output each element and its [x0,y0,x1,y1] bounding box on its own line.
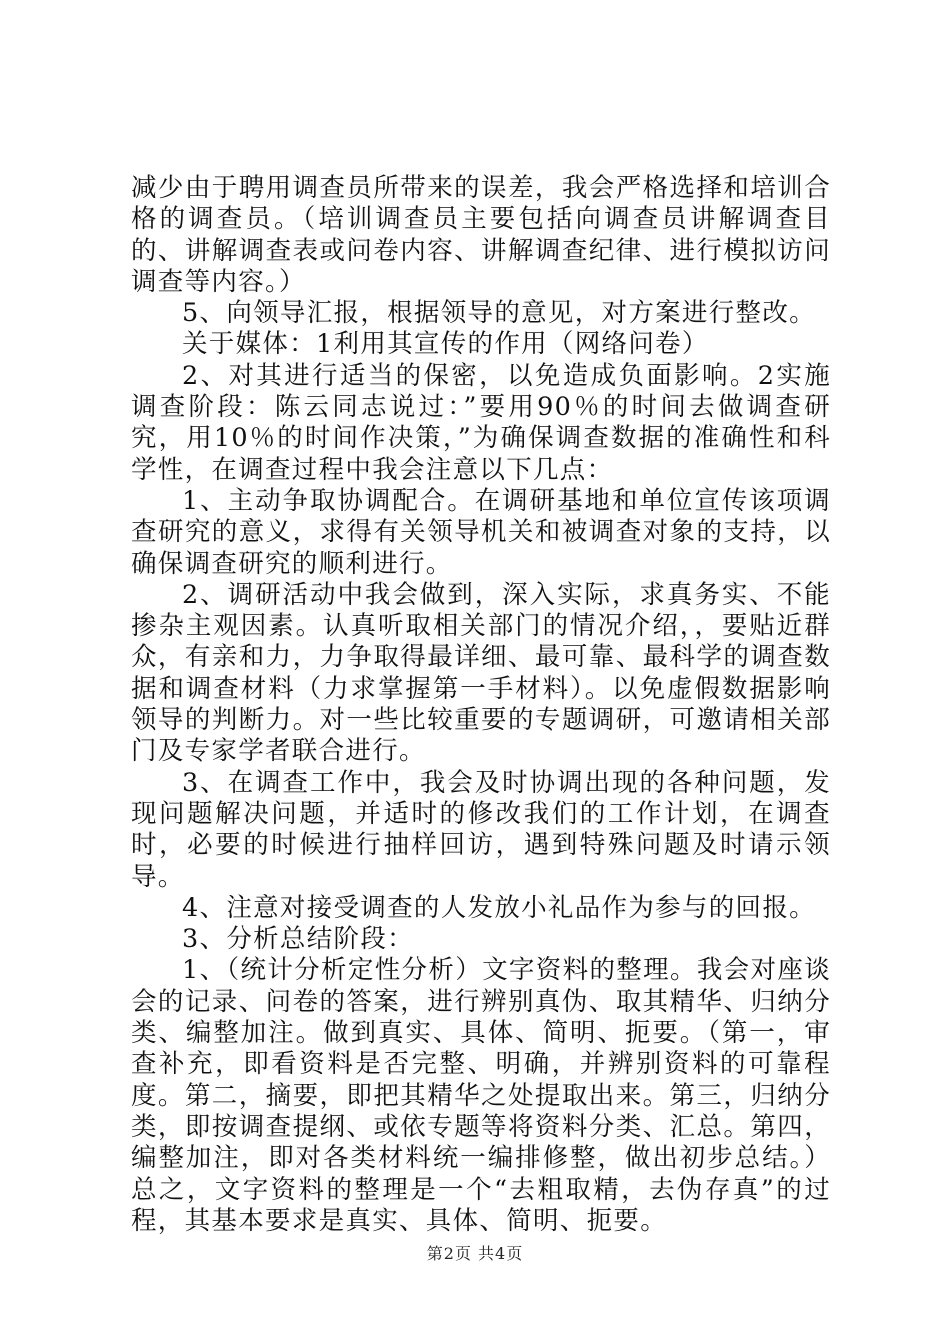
paragraph-3: 关于媒体：1利用其宣传的作用（网络问卷） [182,329,709,360]
paragraph-6: 2、调研活动中我会做到，深入实际，求真务实、不能掺杂主观因素。认真听取相关部门的情况介绍，，要贴近群众，有亲和力，力争取得最详细、最可靠、最科学的调查数据和调查材料（力求掌握第一手材料）。以免虚假数据影响领导的判断力。对一些比较重要的专题调研，可邀请相关部门及专家学者联合进行。 [131,579,831,767]
paragraph-9: 3、分析总结阶段： [182,924,414,955]
paragraph-7: 3、在调查工作中，我会及时协调出现的各种问题，发现问题解决问题，并适时的修改我们的工作计划，在调查时，必要的时候进行抽样回访，遇到特殊问题及时请示领导。 [131,767,831,892]
paragraph-8: 4、注意对接受调查的人发放小礼品作为参与的回报。 [182,892,816,923]
paragraph-1: 减少由于聘用调查员所带来的误差，我会严格选择和培训合格的调查员。（培训调查员主要包括向调查员讲解调查目的、讲解调查表或问卷内容、讲解调查纪律、进行模拟访问调查等内容。） [131,173,831,297]
paragraph-5: 1、主动争取协调配合。在调研基地和单位宣传该项调查研究的意义，求得有关领导机关和被调查对象的支持，以确保调查研究的顺利进行。 [131,485,831,579]
paragraph-4: 2、对其进行适当的保密，以免造成负面影响。2实施调查阶段：陈云同志说过：”要用90％的时间去做调查研究，用10％的时间作决策，”为确保调查数据的准确性和科学性，在调查过程中我会注意以下几点： [131,360,831,485]
document-body [131,173,831,1237]
paragraph-2: 5、向领导汇报，根据领导的意见，对方案进行整改。 [182,298,816,329]
paragraph-10: 1、（统计分析定性分析）文字资料的整理。我会对座谈会的记录、问卷的答案，进行辨别真伪、取其精华、归纳分类、编整加注。做到真实、具体、简明、扼要。（第一，审查补充，即看资料是否完整、明确，并辨别资料的可靠程度。第二，摘要，即把其精华之处提取出来。第三，归纳分类，即按调查提纲、或依专题等将资料分类、汇总。第四，编整加注，即对各类材料统一编排修整，做出初步总结。）总之，文字资料的整理是一个“去粗取精，去伪存真”的过程，其基本要求是真实、具体、简明、扼要。 [131,955,831,1236]
page-number-footer: 第2页 共4页 [426,1244,524,1263]
